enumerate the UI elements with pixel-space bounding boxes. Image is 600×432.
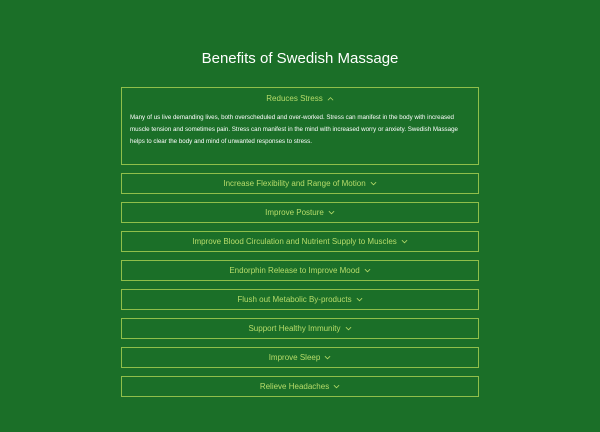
accordion-label: Relieve Headaches (259, 382, 330, 391)
chevron-up-icon (327, 96, 334, 101)
chevron-down-icon (333, 384, 340, 389)
benefits-accordion (121, 87, 479, 405)
accordion-header-circulation[interactable] (122, 232, 478, 251)
accordion-header-immunity[interactable] (122, 319, 478, 338)
accordion-label: Support Healthy Immunity (248, 324, 341, 333)
chevron-down-icon (328, 210, 335, 215)
chevron-down-icon (324, 355, 331, 360)
accordion-item-posture (121, 202, 479, 223)
chevron-down-icon (356, 297, 363, 302)
accordion-item-flexibility (121, 173, 479, 194)
accordion-header-flexibility[interactable] (122, 174, 478, 193)
accordion-header-sleep[interactable] (122, 348, 478, 367)
accordion-item-immunity (121, 318, 479, 339)
accordion-label: Increase Flexibility and Range of Motion (223, 179, 366, 188)
accordion-header-metabolic[interactable] (122, 290, 478, 309)
accordion-item-metabolic (121, 289, 479, 310)
accordion-header-headaches[interactable] (122, 377, 478, 396)
accordion-label: Improve Blood Circulation and Nutrient Supply to Muscles (192, 237, 397, 246)
accordion-item-reduces-stress (121, 87, 479, 165)
accordion-item-headaches (121, 376, 479, 397)
chevron-down-icon (401, 239, 408, 244)
page-title: Benefits of Swedish Massage (201, 50, 399, 67)
accordion-label: Improve Sleep (268, 353, 321, 362)
chevron-down-icon (364, 268, 371, 273)
accordion-header-endorphin[interactable] (122, 261, 478, 280)
accordion-item-sleep (121, 347, 479, 368)
accordion-content-reduces-stress: Many of us live demanding lives, both overscheduled and over-worked. Stress can manifest in the body with increased muscle tension and sometimes pain. Stress can manifest in the mind with increased worry or anxiety. Swedish Massage helps to clear the body and mind of unwanted responses to stress. (130, 114, 458, 145)
accordion-label: Reduces Stress (266, 93, 323, 103)
accordion-header-posture[interactable] (122, 203, 478, 222)
chevron-down-icon (345, 326, 352, 331)
accordion-label: Flush out Metabolic By-products (237, 295, 352, 304)
accordion-label: Improve Posture (265, 208, 324, 217)
accordion-item-circulation (121, 231, 479, 252)
accordion-header-reduces-stress[interactable] (122, 88, 478, 108)
chevron-down-icon (370, 181, 377, 186)
accordion-item-endorphin (121, 260, 479, 281)
accordion-label: Endorphin Release to Improve Mood (229, 266, 360, 275)
